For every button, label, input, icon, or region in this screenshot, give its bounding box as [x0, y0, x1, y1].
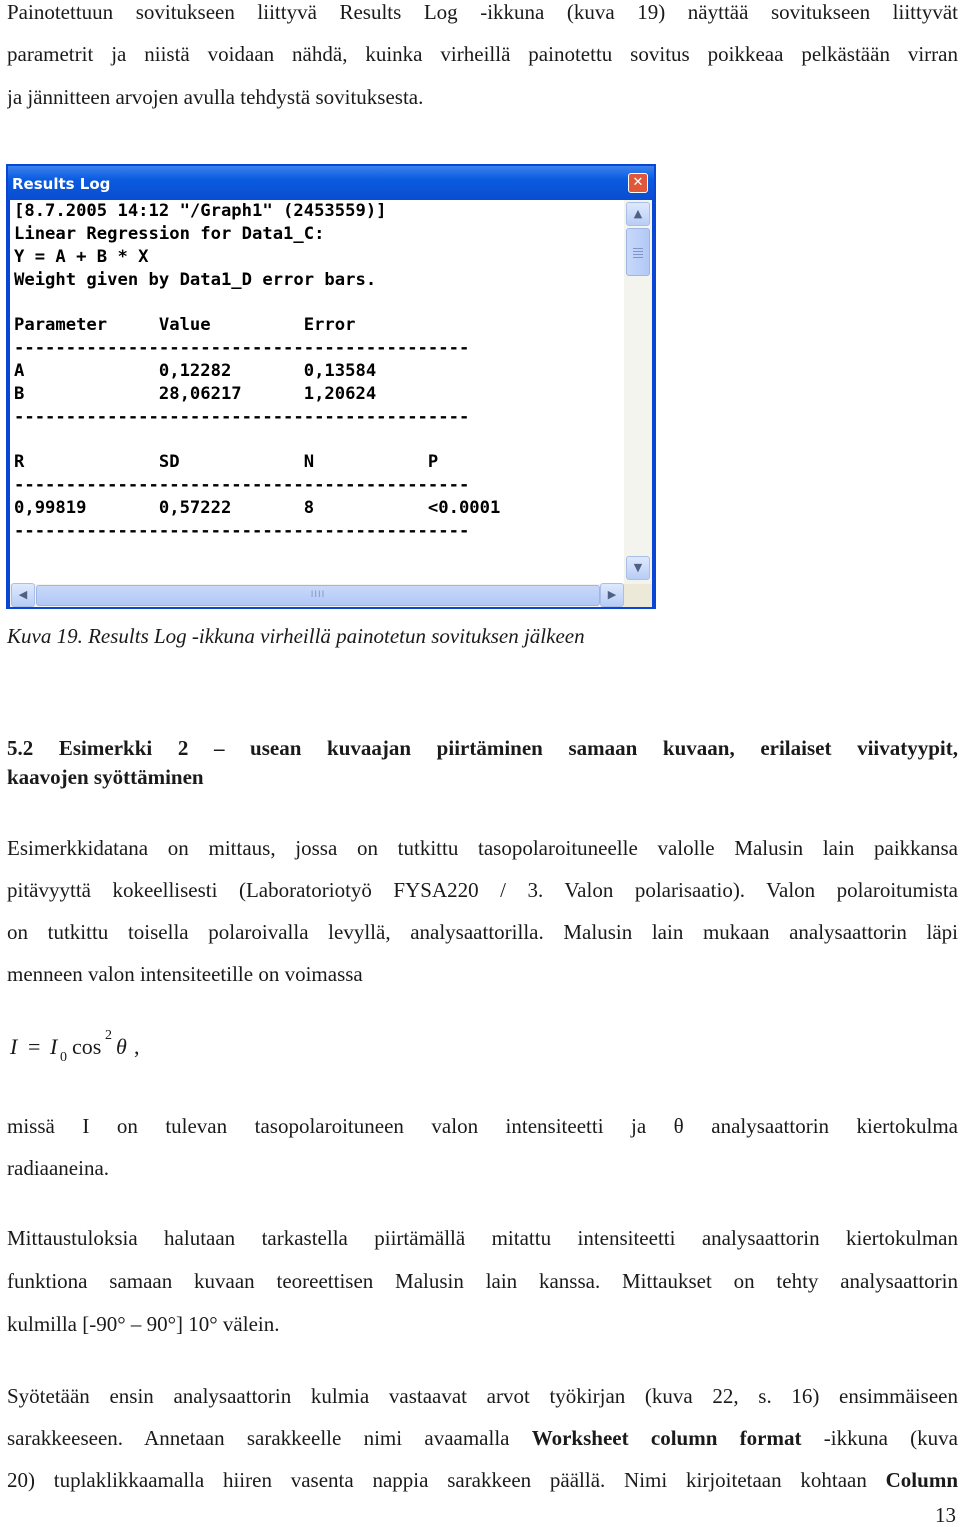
formula-equals: = — [28, 1034, 41, 1059]
log-line: -------------------------------------------- — [14, 475, 470, 496]
scroll-down-icon[interactable]: ▼ — [626, 556, 650, 580]
log-line: -------------------------------------------- — [14, 338, 470, 359]
formula-superscript: 2 — [105, 1028, 112, 1043]
formula-subscript: 0 — [60, 1050, 67, 1065]
vertical-scroll-thumb[interactable] — [626, 228, 650, 276]
close-icon[interactable]: ✕ — [628, 173, 648, 193]
section-heading-line-2: kaavojen syöttäminen — [7, 765, 204, 789]
vertical-scrollbar[interactable] — [624, 200, 652, 584]
log-line: R SD N P — [14, 452, 439, 473]
results-log-title: Results Log — [12, 175, 111, 193]
formula-comma: , — [134, 1034, 140, 1059]
para4-line-2: sarakkeeseen. Annetaan sarakkeelle nimi avaamalla Worksheet column format -ikkuna (kuva — [7, 1426, 958, 1450]
intro-line-2: parametrit ja niistä voidaan nähdä, kuinka virheillä painotettu sovitus poikkeaa pelkästään virran — [7, 42, 958, 66]
formula-theta: θ — [116, 1034, 127, 1059]
log-line — [14, 291, 500, 314]
log-line: Y = A + B * X — [14, 246, 149, 267]
column-term: Column — [885, 1468, 958, 1492]
para3-line-2: funktiona samaan kuvaan teoreettisen Malusin lain kanssa. Mittaukset on tehty analysaattorin — [7, 1269, 958, 1293]
results-log-text-area[interactable] — [10, 200, 624, 584]
para4-line-1: Syötetään ensin analysaattorin kulmia vastaavat arvot työkirjan (kuva 22, s. 16) ensimmäiseen — [7, 1384, 958, 1408]
para3-line-3: kulmilla [-90° – 90°] 10° välein. — [7, 1312, 280, 1336]
formula-lhs: I — [10, 1034, 18, 1059]
para2-line-1: missä I on tulevan tasopolaroituneen valon intensiteetti ja θ analysaattorin kiertokulma — [7, 1114, 958, 1138]
results-log-text — [14, 200, 500, 543]
log-line: A 0,12282 0,13584 — [14, 360, 377, 381]
scroll-up-icon[interactable]: ▲ — [626, 202, 650, 226]
page-number: 13 — [935, 1503, 956, 1527]
scrollbar-corner — [624, 584, 652, 607]
figure-caption: Kuva 19. Results Log -ikkuna virheillä painotetun sovituksen jälkeen — [7, 624, 585, 648]
log-line: -------------------------------------------- — [14, 520, 470, 541]
para3-line-1: Mittaustuloksia halutaan tarkastella piirtämällä mitattu intensiteetti analysaattorin kiertokulman — [7, 1226, 958, 1250]
log-line: [8.7.2005 14:12 "/Graph1" (2453559)] — [14, 201, 387, 221]
formula-intensity: I — [50, 1034, 58, 1059]
horizontal-scrollbar[interactable] — [10, 584, 624, 607]
log-line: Weight given by Data1_D error bars. — [14, 269, 377, 290]
para1-line-4: menneen valon intensiteetille on voimassa — [7, 962, 363, 986]
para4-line-3: 20) tuplaklikkaamalla hiiren vasenta nappia sarakkeen päällä. Nimi kirjoitetaan kohtaan Column — [7, 1468, 958, 1492]
formula-cos: cos — [72, 1034, 102, 1059]
log-line: B 28,06217 1,20624 — [14, 383, 377, 404]
scroll-left-icon[interactable]: ◀ — [11, 583, 35, 607]
log-line — [14, 428, 500, 451]
log-line: Linear Regression for Data1_C: — [14, 223, 325, 244]
para2-line-2: radiaaneina. — [7, 1156, 110, 1180]
log-line: Parameter Value Error — [14, 315, 356, 336]
log-line: -------------------------------------------- — [14, 406, 470, 427]
intro-line-1: Painotettuun sovitukseen liittyvä Results Log -ikkuna (kuva 19) näyttää sovitukseen liittyvät — [7, 0, 958, 24]
para1-line-3: on tutkittu toisella polaroivalla levyllä, analysaattorilla. Malusin lain mukaan analysaattorin läpi — [7, 920, 958, 944]
horizontal-scroll-thumb[interactable]: IIII — [36, 585, 600, 606]
log-line: 0,99819 0,57222 8 <0.0001 — [14, 497, 501, 518]
worksheet-column-format-term: Worksheet column format — [531, 1426, 802, 1450]
intro-line-3: ja jännitteen arvojen avulla tehdystä sovituksesta. — [7, 85, 424, 109]
results-log-titlebar — [8, 166, 654, 200]
results-log-window — [6, 164, 656, 609]
section-heading-line-1: 5.2 Esimerkki 2 – usean kuvaajan piirtäminen samaan kuvaan, erilaiset viivatyypit, — [7, 736, 958, 760]
scroll-right-icon[interactable]: ▶ — [600, 583, 624, 607]
para1-line-2: pitävyyttä kokeellisesti (Laboratoriotyö FYSA220 / 3. Valon polarisaatio). Valon polaroitumista — [7, 878, 958, 902]
para1-line-1: Esimerkkidatana on mittaus, jossa on tutkittu tasopolaroituneelle valolle Malusin lain paikkansa — [7, 836, 958, 860]
